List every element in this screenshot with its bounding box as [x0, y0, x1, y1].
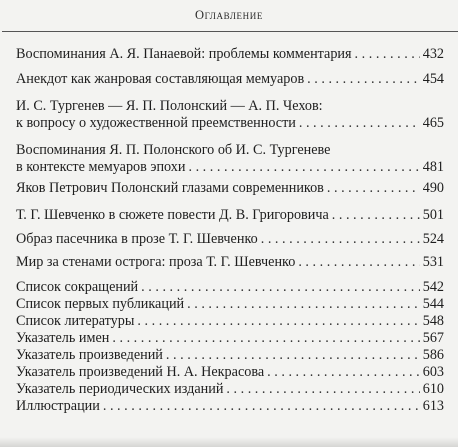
toc-page-number: 481	[422, 159, 444, 175]
toc-leader-dots	[332, 207, 420, 224]
toc-leader-dots	[112, 330, 419, 347]
toc-entry[interactable]	[16, 296, 444, 313]
toc-entry-title: Указатель имен	[16, 330, 110, 346]
toc-entry[interactable]	[16, 279, 444, 296]
toc-entry[interactable]	[16, 313, 444, 330]
toc-page-number: 610	[422, 381, 444, 397]
toc-page-number: 548	[422, 313, 444, 329]
toc-entry-title: Список литературы	[16, 313, 135, 329]
toc-entry[interactable]	[16, 207, 444, 224]
toc-page-number: 501	[422, 207, 444, 223]
toc-entry-title: Список первых публикаций	[16, 296, 185, 312]
toc-entry-title: Указатель произведений	[16, 347, 163, 363]
toc-entry-title: Список сокращений	[16, 279, 139, 295]
toc-leader-dots	[299, 115, 420, 132]
toc-page-number: 567	[422, 330, 444, 346]
toc-page-number: 465	[422, 115, 444, 131]
toc-leader-dots	[327, 180, 420, 197]
toc-entry-title: Указатель периодических изданий	[16, 381, 224, 397]
toc-entry-title-line: И. С. Тургенев — Я. П. Полонский — А. П. Чехов:	[16, 98, 323, 114]
header-rule	[2, 31, 458, 32]
toc-page-number: 542	[422, 279, 444, 295]
toc-page-number: 603	[422, 364, 444, 380]
page-header: Оглавление	[195, 8, 263, 22]
toc-entry[interactable]	[16, 46, 444, 63]
toc-entry-title: Образ пасечника в прозе Т. Г. Шевченко	[16, 231, 258, 247]
toc-page-number: 454	[422, 71, 444, 87]
toc-entry-title: к вопросу о художественной преемственности	[16, 115, 296, 131]
toc-leader-dots	[298, 254, 419, 271]
toc-page-number: 524	[422, 231, 444, 247]
toc-leader-dots	[141, 279, 420, 296]
toc-entry-title: в контексте мемуаров эпохи	[16, 159, 186, 175]
toc-page-number: 544	[422, 296, 444, 312]
toc-entry[interactable]	[16, 398, 444, 415]
toc-leader-dots	[267, 364, 420, 381]
page-bottom-shadow	[0, 437, 458, 447]
toc-entry-title: Иллюстрации	[16, 398, 100, 414]
toc-leader-dots	[307, 71, 420, 88]
toc-page-number: 586	[422, 347, 444, 363]
toc-entry-title: Яков Петрович Полонский глазами современников	[16, 180, 324, 196]
toc-leader-dots	[226, 381, 419, 398]
toc-leader-dots	[137, 313, 419, 330]
toc-entry[interactable]	[16, 364, 444, 381]
toc-entry[interactable]	[16, 231, 444, 248]
toc-entry[interactable]	[16, 71, 444, 88]
toc-page-number: 432	[422, 46, 444, 62]
toc-entry[interactable]	[16, 98, 444, 132]
toc-entry-title: Мир за стенами острога: проза Т. Г. Шевченко	[16, 254, 296, 270]
toc-leader-dots	[261, 231, 420, 248]
toc-leader-dots	[355, 46, 420, 63]
toc-leader-dots	[188, 159, 419, 176]
toc-page-number: 490	[422, 180, 444, 196]
toc-entry-title: Указатель произведений Н. А. Некрасова	[16, 364, 265, 380]
toc-entry[interactable]	[16, 142, 444, 176]
toc-entry-title: Т. Г. Шевченко в сюжете повести Д. В. Григоровича	[16, 207, 329, 223]
toc-page-number: 531	[422, 254, 444, 270]
toc-entry[interactable]	[16, 180, 444, 197]
toc-leader-dots	[103, 398, 420, 415]
toc-entry[interactable]	[16, 254, 444, 271]
toc-page-number: 613	[422, 398, 444, 414]
toc-leader-dots	[187, 296, 420, 313]
toc-entry-title: Анекдот как жанровая составляющая мемуаров	[16, 71, 305, 87]
toc-entry-title-line: Воспоминания Я. П. Полонского об И. С. Тургеневе	[16, 142, 331, 158]
toc-leader-dots	[166, 347, 420, 364]
toc-entry[interactable]	[16, 330, 444, 347]
toc-entry[interactable]	[16, 347, 444, 364]
toc-entry-title: Воспоминания А. Я. Панаевой: проблемы комментария	[16, 46, 352, 62]
toc-entry[interactable]	[16, 381, 444, 398]
